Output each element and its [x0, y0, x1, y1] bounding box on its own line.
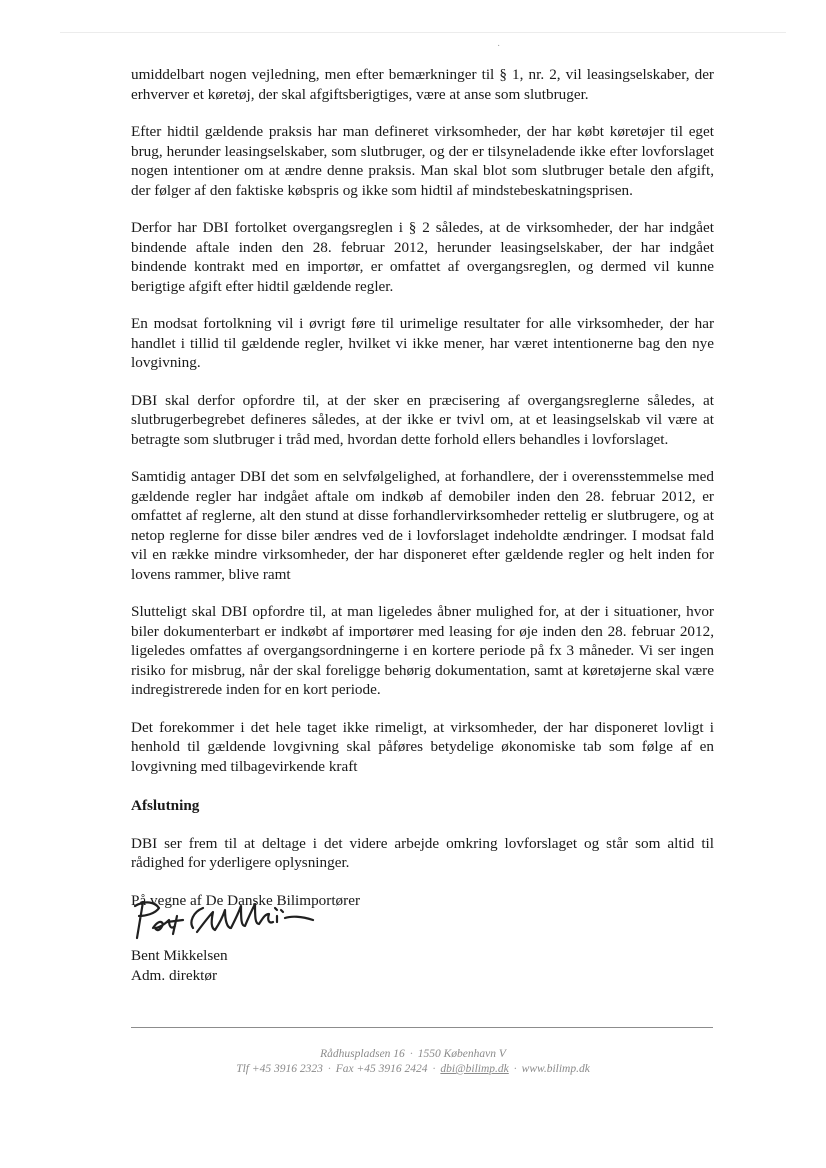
footer-web-link[interactable]: www.bilimp.dk — [521, 1063, 590, 1075]
footer-separator: · — [513, 1063, 517, 1075]
paragraph-3: Derfor har DBI fortolket overgangsreglen i § 2 således, at de virksomheder, der har indgået bindende aftale inden den 28. februar 2012, herunder leasingselskaber, der har indgået bindende kontrakt med en importør, er omfattet af overgangsreglen, og dermed vil kunne berigtige afgift efter hidtil gældende regler. — [131, 219, 714, 295]
letter-body — [131, 65, 714, 910]
footer-address: Rådhuspladsen 16 — [320, 1048, 405, 1060]
paragraph-6: Samtidig antager DBI det som en selvfølgelighed, at forhandlere, der i overensstemmelse med gældende regler har indgået aftale om indkøb af demobiler inden den 28. februar 2012, er omfattet af reglerne, alt den stund at disse forhandlervirksomheder rettelig er slutbrugere, og at netop reglerne for disse biler ændres ved de i lovforslaget indeholdte ændringer. I modsat fald vil en række mindre virksomheder, der har disponeret efter gældende regler og helt inden for lovens rammer, blive ramt — [131, 468, 714, 583]
scan-edge-line — [60, 32, 786, 33]
paragraph-2: Efter hidtil gældende praksis har man defineret virksomheder, der har købt køretøjer til eget brug, herunder leasingselskaber, som slutbruger, og der er tilsyneladende ikke efter lovforslaget nogen intentioner om at ændre denne praksis. Man skal blot som slutbruger betale den afgift, der følger af den faktiske købspris og ikke som hidtil af mindstebeskatningsprisen. — [131, 123, 714, 199]
footer-contact-line — [0, 1063, 826, 1075]
signature-icon — [131, 894, 321, 944]
closing-paragraph: DBI ser frem til at deltage i det videre arbejde omkring lovforslaget og står som altid til rådighed for yderligere oplysninger. — [131, 834, 714, 871]
footer-address-line — [0, 1048, 826, 1060]
signer-title: Adm. direktør — [131, 966, 218, 984]
scan-artifact: · — [497, 40, 501, 51]
on-behalf-line: På vegne af De Danske Bilimportører — [131, 891, 361, 909]
footer-city: 1550 København V — [417, 1048, 506, 1060]
footer-separator: · — [409, 1048, 413, 1060]
footer-phone: Tlf +45 3916 2323 — [236, 1063, 323, 1075]
paragraph-5: DBI skal derfor opfordre til, at der sker en præcisering af overgangsreglerne således, at slutbrugerbegrebet defineres således, at der ikke er tvivl om, at et leasingselskab vil være at betragte som slutbruger i tråd med, hvordan dette forhold ellers behandles i lovforslaget. — [131, 391, 714, 448]
closing-heading: Afslutning — [131, 797, 200, 814]
paragraph-7: Slutteligt skal DBI opfordre til, at man ligeledes åbner mulighed for, at der i situationer, hvor biler dokumenterbart er indkøbt af importører med leasing for øje inden den 28. februar 2012, ligeledes omfattes af overgangsordningerne i en kortere periode på fx 3 måneder. Vi ser ingen risiko for misbrug, når der skal foreligge behørig dokumentation, samt at køretøjerne skal være indregistrerede inden for en kort periode. — [131, 603, 714, 698]
paragraph-4: En modsat fortolkning vil i øvrigt føre til urimelige resultater for alle virksomheder, der har handlet i tillid til gældende regler, hvilket vi ikke mener, har været intentionerne bag den nye lovgivning. — [131, 315, 714, 371]
footer-separator: · — [432, 1063, 436, 1075]
signer-name: Bent Mikkelsen — [131, 947, 228, 964]
footer-email-link[interactable]: dbi@bilimp.dk — [440, 1063, 509, 1075]
footer-divider — [131, 1027, 713, 1028]
footer-fax: Fax +45 3916 2424 — [335, 1063, 428, 1075]
paragraph-1: umiddelbart nogen vejledning, men efter bemærkninger til § 1, nr. 2, vil leasingselskaber, der erhverver et køretøj, der skal afgiftsberigtiges, være at anse som slutbruger. — [131, 66, 714, 103]
footer-separator: · — [327, 1063, 331, 1075]
paragraph-8: Det forekommer i det hele taget ikke rimeligt, at virksomheder, der har disponeret lovligt i henhold til gældende lovgivning skal påføres betydelige økonomiske tab som følge af en lovgivning med tilbagevirkende kraft — [131, 718, 714, 775]
signer-block — [131, 946, 228, 985]
